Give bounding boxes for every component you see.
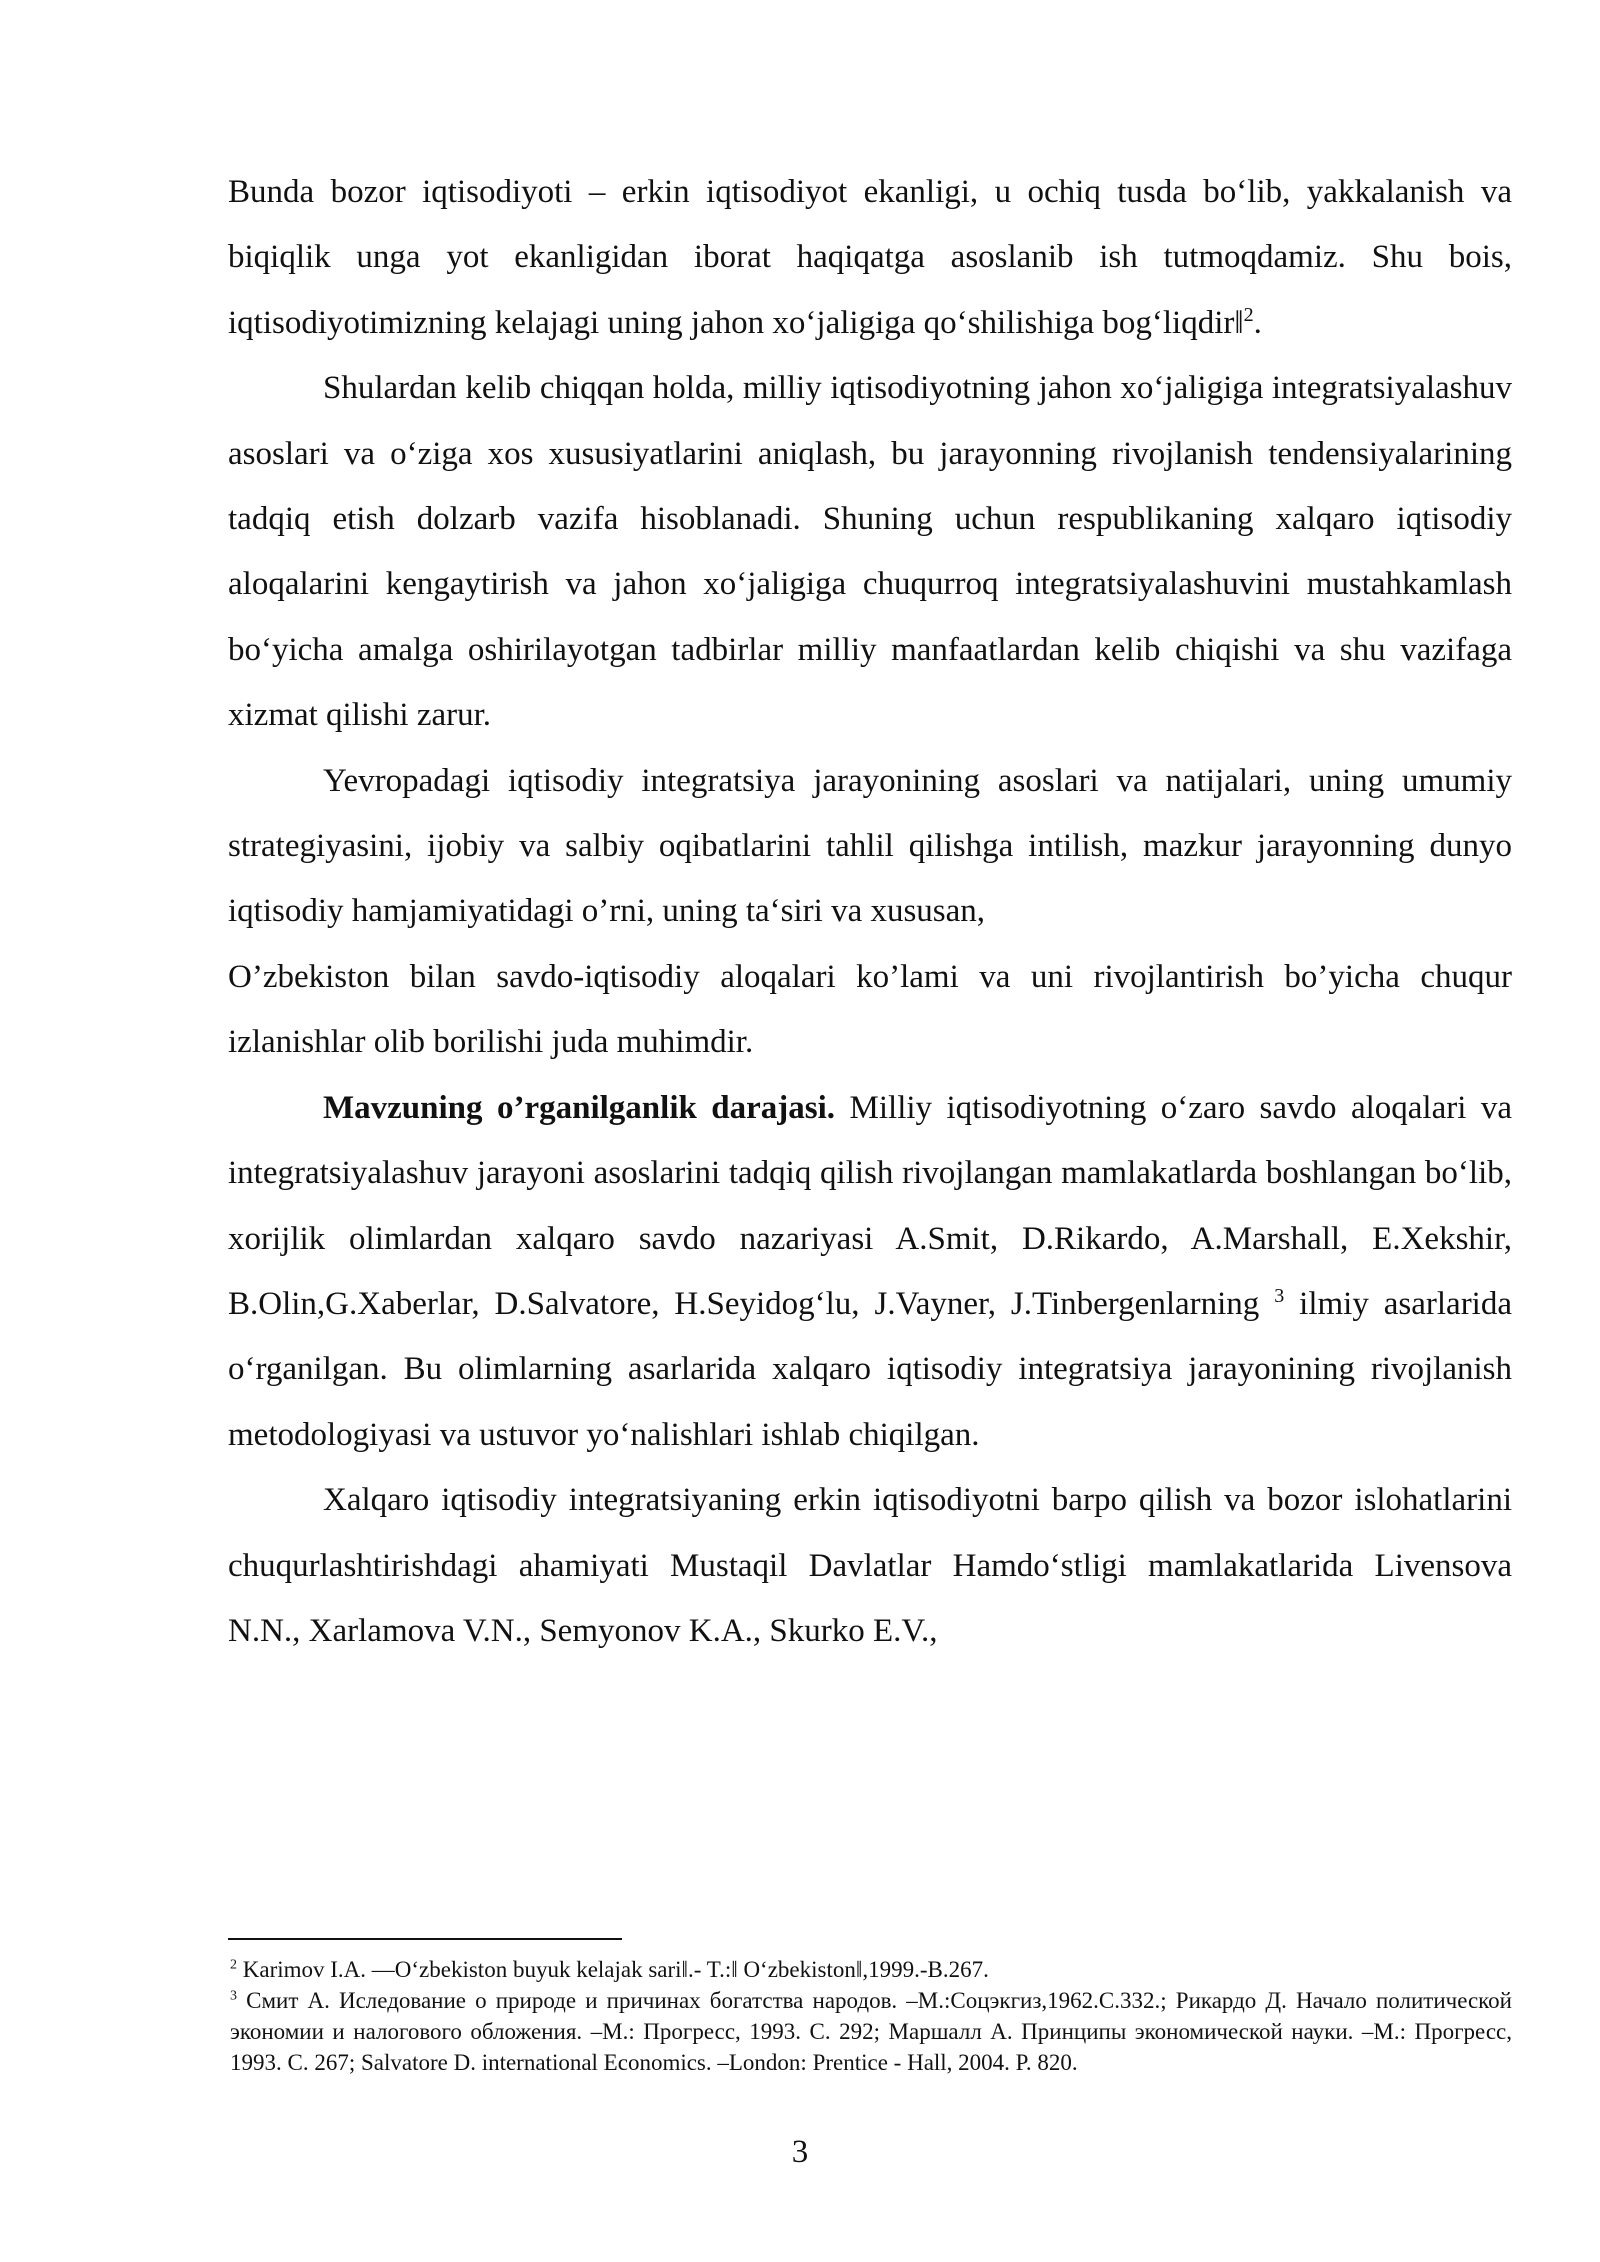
paragraph-4 [228, 1076, 1512, 1468]
footnote-ref-2[interactable]: 2 [1243, 303, 1254, 326]
footnote-ref-3[interactable]: 3 [1274, 1284, 1285, 1307]
footnote-3 [230, 1985, 1512, 2078]
paragraph-1 [228, 160, 1512, 356]
footnote-number-3: 3 [230, 1988, 237, 2004]
footnotes [230, 1954, 1512, 2078]
paragraph-3-line-1: Yevropadagi iqtisodiy integratsiya jarayonining asoslari va natijalari, uning umumiy strategiyasini, ijobiy va salbiy oqibatlarini tahlil qilishga intilish, mazkur jarayonning dunyo iqtisodiy hamjamiyatidagi o’rni, uning ta‘siri va xususan, [228, 762, 1512, 930]
footnote-number-2: 2 [230, 1957, 237, 1973]
footnote-text-2: Karimov I.A. —O‘zbekiston buyuk kelajak sari‖.- T.:‖ O‘zbekiston‖,1999.-B.267. [237, 1957, 989, 1982]
paragraph-5: Xalqaro iqtisodiy integratsiyaning erkin iqtisodiyotni barpo qilish va bozor islohatlarini chuqurlashtirishdagi ahamiyati Mustaqil Davlatlar Hamdo‘stligi mamlakatlarida Livensova N.N., Xarlamova V.N., Semyonov K.A., Skurko E.V., [228, 1482, 1512, 1649]
paragraph-3-line-2: O’zbekiston bilan savdo-iqtisodiy aloqalari ko’lami va uni rivojlantirish bo’yicha chuqur izlanishlar olib borilishi juda muhimdir. [228, 958, 1512, 1061]
paragraph-4-text-b: ilmiy asarlarida o‘rganilgan. Bu olimlarning asarlarida xalqaro iqtisodiy integratsiya jarayonining rivojlanish metodologiyasi va ustuvor yo‘nalishlari ishlab chiqilgan. [228, 1285, 1512, 1453]
section-heading-inline: Mavzuning o’rganilganlik darajasi. [323, 1089, 836, 1126]
main-text [228, 160, 1512, 1664]
footnote-separator [228, 1938, 622, 1940]
footnote-text-3: Смит А. Иследование о природе и причинах богатства народов. –М.:Соцэкгиз,1962.С.332.; Рикардо Д. Начало политической экономии и налогового обложения. –М.: Прогресс, 1993. С. 292; Маршалл А. Принципы экономической науки. –М.: Прогресс, 1993. С. 267; Salvatore D. international Economics. –London: Prentice - Hall, 2004. P. 820. [230, 1988, 1512, 2075]
paragraph-2: Shulardan kelib chiqqan holda, milliy iqtisodiyotning jahon xo‘jaligiga integratsiyalashuv asoslari va o‘ziga xos xususiyatlarini aniqlash, bu jarayonning rivojlanish tendensiyalarining tadqiq etish dolzarb vazifa hisoblanadi. Shuning uchun respublikaning xalqaro iqtisodiy aloqalarini kengaytirish va jahon xo‘jaligiga chuqurroq integratsiyalashuvini mustahkamlash bo‘yicha amalga oshirilayotgan tadbirlar milliy manfaatlardan kelib chiqishi va shu vazifaga xizmat qilishi zarur. [228, 370, 1512, 734]
paragraph-4-text-a: Milliy iqtisodiyotning o‘zaro savdo aloqalari va integratsiyalashuv jarayoni asoslarini tadqiq qilish rivojlangan mamlakatlarda boshlangan bo‘lib, xorijlik olimlardan xalqaro savdo nazariyasi A.Smit, D.Rikardo, A.Marshall, E.Xekshir, B.Olin,G.Xaberlar, D.Salvatore, H.Seyidog‘lu, J.Vayner, J.Tinbergenlarning [228, 1089, 1513, 1322]
paragraph-1-tail: . [1253, 304, 1262, 341]
page-number: 3 [791, 2134, 809, 2170]
footnote-2 [230, 1954, 1512, 1985]
paragraph-3 [228, 749, 1512, 1076]
paragraph-1-text: Bunda bozor iqtisodiyoti – erkin iqtisodiyot ekanligi, u ochiq tusda bo‘lib, yakkalanish va biqiqlik unga yot ekanligidan iborat haqiqatga asoslanib ish tutmoqdamiz. Shu bois, iqtisodiyotimizning kelajagi uning jahon xo‘jaligiga qo‘shilishiga bog‘liqdir‖ [228, 174, 1512, 341]
